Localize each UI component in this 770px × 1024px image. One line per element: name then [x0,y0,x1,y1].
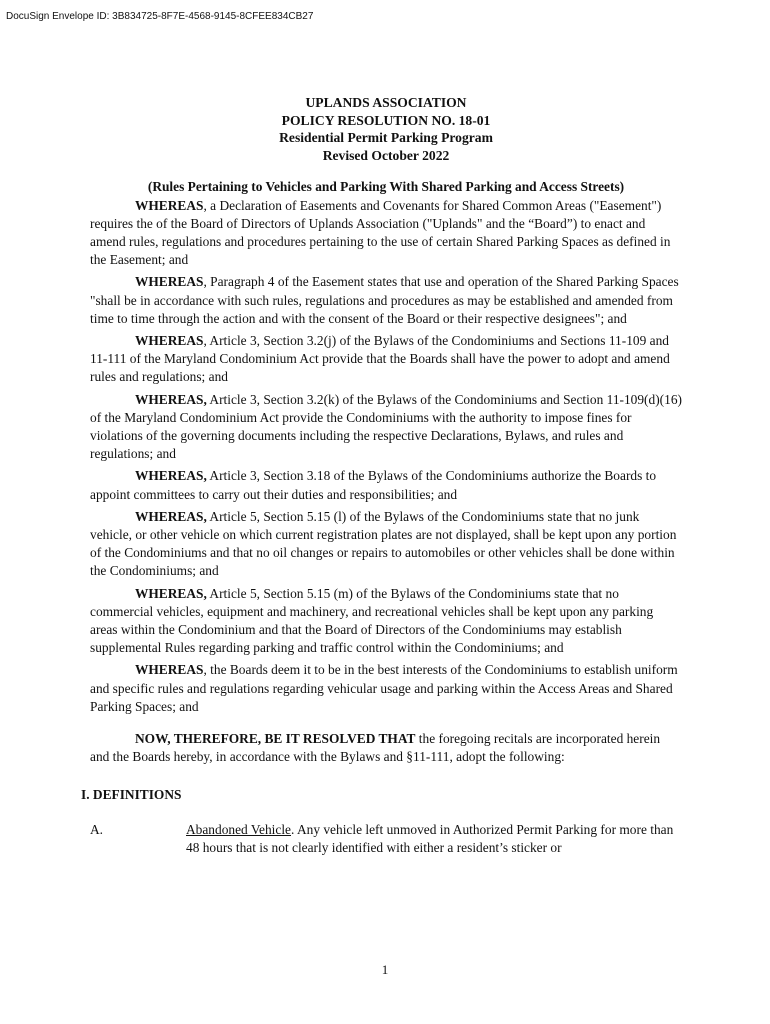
page-number: 1 [381,962,389,977]
whereas-keyword: WHEREAS, [135,585,207,601]
whereas-keyword: WHEREAS [135,662,204,678]
whereas-text: Article 5, Section 5.15 (l) of the Bylaws of the Condominiums state that no junk vehicle, or other vehicle on which current registration plates are not displayed, shall be kept upon any portion of the Condominiums and that no oil changes or repairs to automobiles or other vehicles shall be done within the Condominiums; and [90,508,677,579]
whereas-keyword: WHEREAS, [135,508,207,524]
whereas-clause [90,197,682,270]
whereas-text: Article 3, Section 3.18 of the Bylaws of the Condominiums authorize the Boards to appoint committees to carry out their duties and responsibilities; and [90,468,657,502]
resolved-keyword: NOW, THEREFORE, BE IT RESOLVED THAT [135,731,416,747]
whereas-clause [90,273,682,328]
whereas-text: Article 5, Section 5.15 (m) of the Bylaws of the Condominiums state that no commercial vehicles, equipment and machinery, and recreational vehicles shall be kept upon any parking areas within the Condominium and that the Board of Directors of the Condominiums may establish supplemental Rules regarding parking and traffic control within the Condominiums; and [90,585,654,656]
docusign-envelope-id: DocuSign Envelope ID: 3B834725-8F7E-4568-9145-8CFEE834CB27 [6,11,314,22]
whereas-clause [90,332,682,387]
whereas-keyword: WHEREAS, [135,391,207,407]
resolved-clause [90,730,682,766]
document-title-block [90,94,682,164]
whereas-text: Article 3, Section 3.2(k) of the Bylaws of the Condominiums and Section 11-109(d)(16) of the Maryland Condominium Act provide the Condominiums with the authority to impose fines for violations of the governing documents including the respective Declarations, Bylaws, and rules and regulations; and [90,391,682,462]
title-line: POLICY RESOLUTION NO. 18-01 [281,112,491,128]
document-subtitle: (Rules Pertaining to Vehicles and Parking With Shared Parking and Access Streets) [147,179,625,195]
title-line: Revised October 2022 [322,147,450,163]
title-line: UPLANDS ASSOCIATION [305,95,467,110]
whereas-text: , Article 3, Section 3.2(j) of the Bylaws of the Condominiums and Sections 11-109 and 11-111 of the Maryland Condominium Act provide that the Boards shall have the power to adopt and amend rules and regulations; and [90,333,670,385]
whereas-keyword: WHEREAS, [135,468,207,484]
definition-term: Abandoned Vehicle [186,821,291,837]
title-line: Residential Permit Parking Program [279,130,493,146]
whereas-clause [90,661,682,716]
definition-body [186,821,682,857]
resolved-text: the foregoing recitals are incorporated herein and the Boards hereby, in accordance with the Bylaws and §11-111, adopt the following: [90,731,661,765]
whereas-clause [90,585,682,658]
definition-letter: A. [90,821,104,837]
section-heading-definitions: I. DEFINITIONS [81,787,182,803]
whereas-text: , Paragraph 4 of the Easement states that use and operation of the Shared Parking Spaces "shall be in accordance with such rules, regulations and procedures as may be established and amended from time to time through the action and with the consent of the Board or their respective designees"; and [90,274,679,326]
definition-text: . Any vehicle left unmoved in Authorized Permit Parking for more than 48 hours that is not clearly identified with either a resident’s sticker or [186,821,674,855]
whereas-text: , a Declaration of Easements and Covenants for Shared Common Areas ("Easement") requires the of the Board of Directors of Uplands Association ("Uplands" and the “Board”) to enact and amend rules, regulations and procedures pertaining to the use of certain Shared Parking Spaces as defined in the Easement; and [90,197,671,268]
whereas-keyword: WHEREAS [135,274,204,290]
whereas-keyword: WHEREAS [135,333,204,348]
whereas-clause [90,391,682,464]
whereas-clause [90,467,682,503]
document-body [81,94,682,857]
definition-item [90,821,682,857]
whereas-clause [90,508,682,581]
whereas-keyword: WHEREAS [135,197,204,213]
whereas-text: , the Boards deem it to be in the best interests of the Condominiums to establish uniform and specific rules and regulations regarding vehicular usage and parking within the Access Areas and Shared Parking Spaces; and [90,662,678,714]
